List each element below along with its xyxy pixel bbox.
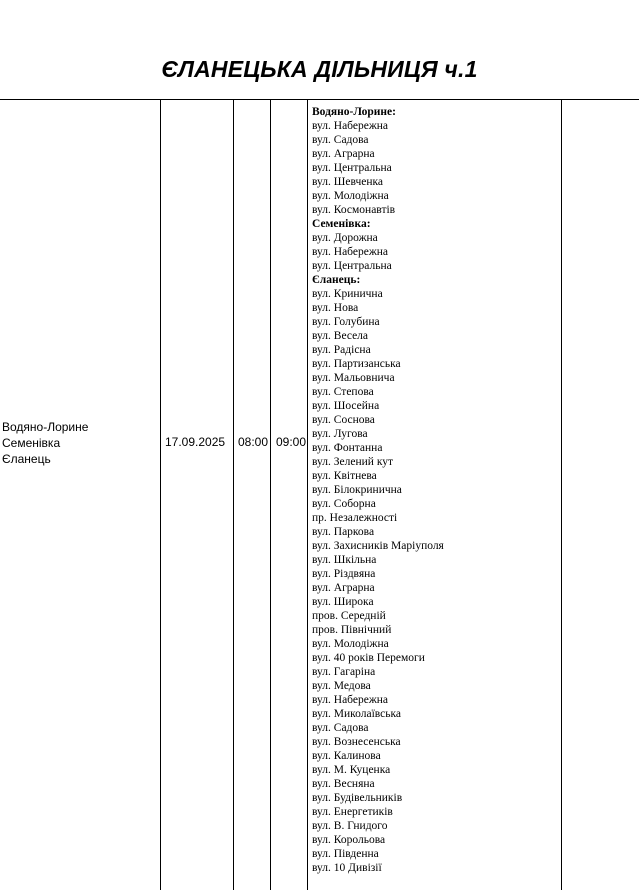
settlements-cell xyxy=(2,419,88,467)
street-name: вул. Миколаївська xyxy=(312,708,402,720)
street-name: вул. Енергетиків xyxy=(312,806,393,818)
street-name: вул. Шкільна xyxy=(312,554,377,566)
street-name: вул. Весняна xyxy=(312,778,375,790)
street-name: вул. Космонавтів xyxy=(312,204,396,216)
street-name: вул. Набережна xyxy=(312,246,389,258)
street-name: пров. Середній xyxy=(312,610,386,622)
streets-cell xyxy=(312,105,560,875)
street-name: вул. Паркова xyxy=(312,526,375,538)
street-name: вул. Широка xyxy=(312,596,374,608)
street-name: вул. 10 Дивізії xyxy=(312,862,382,874)
settlement-name: Єланець xyxy=(2,452,51,466)
street-name: пр. Незалежності xyxy=(312,512,398,524)
street-name: вул. Аграрна xyxy=(312,148,375,160)
street-name: вул. Шевченка xyxy=(312,176,384,188)
column-divider xyxy=(160,100,161,890)
street-name: вул. В. Гнидого xyxy=(312,820,388,832)
settlement-name: Семенівка xyxy=(2,436,61,450)
street-name: вул. Білокринична xyxy=(312,484,402,496)
street-group-heading: Єланець: xyxy=(312,274,361,286)
street-name: вул. Радісна xyxy=(312,344,371,356)
street-name: вул. Корольова xyxy=(312,834,386,846)
outage-schedule-table xyxy=(0,99,639,890)
street-name: вул. Шосейна xyxy=(312,400,380,412)
street-name: вул. Захисників Маріуполя xyxy=(312,540,444,552)
street-group-heading: Семенівка: xyxy=(312,218,371,230)
street-name: вул. Молодіжна xyxy=(312,638,389,650)
street-name: вул. М. Куценка xyxy=(312,764,391,776)
street-group-heading: Водяно-Лорине: xyxy=(312,106,396,118)
column-divider xyxy=(307,100,308,890)
document-title: ЄЛАНЕЦЬКА ДІЛЬНИЦЯ ч.1 xyxy=(161,56,478,82)
street-name: вул. Садова xyxy=(312,722,369,734)
settlement-name: Водяно-Лорине xyxy=(2,420,89,434)
street-name: вул. Молодіжна xyxy=(312,190,389,202)
column-divider xyxy=(270,100,271,890)
date-cell: 17.09.2025 xyxy=(165,435,226,449)
end-time-cell: 09:00 xyxy=(276,435,307,449)
street-name: вул. Центральна xyxy=(312,260,392,272)
street-name: вул. Центральна xyxy=(312,162,392,174)
street-name: вул. Фонтанна xyxy=(312,442,383,454)
street-name: вул. Мальовнича xyxy=(312,372,395,384)
street-name: вул. Кринична xyxy=(312,288,383,300)
street-name: вул. Гагаріна xyxy=(312,666,376,678)
street-name: вул. Нова xyxy=(312,302,359,314)
street-name: вул. Садова xyxy=(312,134,369,146)
street-name: вул. Квітнева xyxy=(312,470,377,482)
street-name: вул. Калинова xyxy=(312,750,381,762)
street-name: вул. Аграрна xyxy=(312,582,375,594)
street-name: вул. Партизанська xyxy=(312,358,401,370)
street-name: вул. Набережна xyxy=(312,120,389,132)
street-name: вул. Голубина xyxy=(312,316,380,328)
street-name: вул. Медова xyxy=(312,680,371,692)
street-name: вул. Весела xyxy=(312,330,369,342)
street-name: вул. Вознесенська xyxy=(312,736,401,748)
street-name: вул. Набережна xyxy=(312,694,389,706)
street-name: вул. 40 років Перемоги xyxy=(312,652,425,664)
street-name: вул. Лугова xyxy=(312,428,368,440)
street-name: вул. Степова xyxy=(312,386,374,398)
start-time-cell: 08:00 xyxy=(238,435,269,449)
column-divider xyxy=(233,100,234,890)
street-name: вул. Соборна xyxy=(312,498,376,510)
column-divider xyxy=(561,100,562,890)
street-name: вул. Соснова xyxy=(312,414,375,426)
street-name: вул. Будівельників xyxy=(312,792,403,804)
street-name: вул. Дорожна xyxy=(312,232,378,244)
street-name: пров. Північний xyxy=(312,624,392,636)
street-name: вул. Різдвяна xyxy=(312,568,376,580)
street-name: вул. Південна xyxy=(312,848,379,860)
street-name: вул. Зелений кут xyxy=(312,456,394,468)
